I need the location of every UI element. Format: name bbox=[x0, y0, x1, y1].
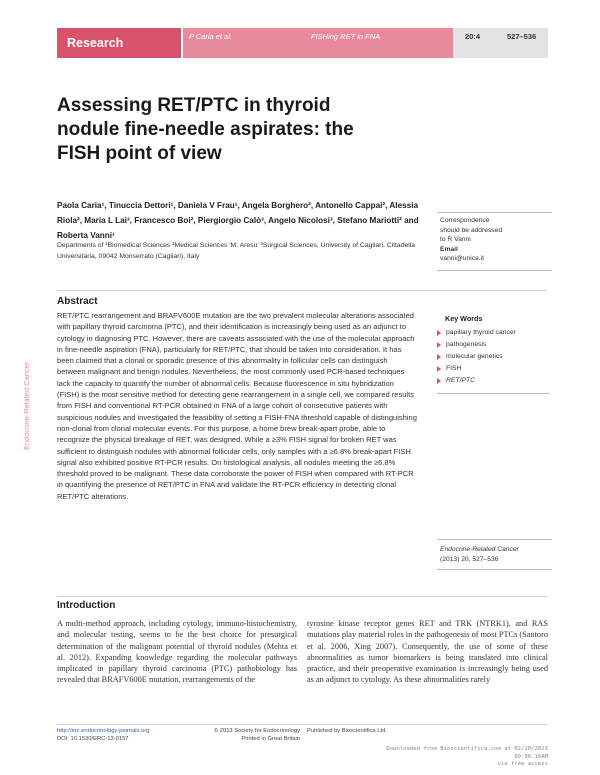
footer-middle bbox=[192, 727, 300, 743]
header-pages: 527–536 bbox=[507, 32, 537, 41]
affiliations: Departments of ¹Biomedical Sciences ²Medical Sciences 'M. Aresu' ³Surgical Sciences, University of Cagliari, Cittadella Universitaria, 09042 Monserrato (Cagliari), Italy bbox=[57, 242, 416, 260]
author-list: Paola Caria¹, Tinuccia Dettori¹, Daniela V Frau¹, Angela Borghero², Antonello Cappai², Alessia Riola², Maria L Lai³, Francesco Boi², Piergiorgio Calò³, Angelo Nicolosi³, Stefano Mariotti² and Roberta Vanni¹ bbox=[57, 201, 419, 240]
journal-url-link[interactable]: http://erc.endocrinology-journals.org bbox=[57, 728, 150, 734]
side-label-text: Endocrine-Related Cancer bbox=[22, 361, 31, 450]
intro-column-1: A multi-method approach, including cytology, immuno-histochemistry, and molecular testing, seems to be the best choice for presurgical determination of the malignant potential of thyroid nodules (Mehta et al. 2012). Expanding knowledge regarding the molecular pathways implicated in papillary thyroid carcinoma (PTC) pathobiology has revealed that BRAFV600E mutation, rearrangements of the bbox=[57, 619, 297, 685]
keyword-item: molecular genetics bbox=[437, 351, 549, 363]
divider bbox=[57, 290, 547, 291]
copyright-text: © 2013 Society for Endocrinology bbox=[213, 728, 300, 734]
journal-reference-box bbox=[437, 539, 552, 570]
keywords-box bbox=[437, 306, 549, 394]
printed-text: Printed in Great Britain bbox=[241, 736, 300, 742]
publisher-text: Published by Bioscientifica Ltd. bbox=[307, 728, 387, 734]
download-line1: Downloaded from Bioscientifica.com at 02/10/2023 09:06:16AM bbox=[386, 746, 548, 760]
intro-column-2: tyrosine kinase receptor genes RET and TRK (NTRK1), and RAS mutations play material roles in the pathogenesis of most PTCs (Santoro et al. 2006, Xing 2007). Consequently, the use of some of these abnormalities as tumor biomarkers is being translated into clinical practice, and their preoperative examination is increasingly being used as an adjunct to cytology. As these abnormalities rarely bbox=[307, 619, 548, 685]
journal-name: Endocrine-Related Cancer bbox=[440, 546, 519, 553]
download-line2: via free access bbox=[497, 761, 548, 767]
footer-left bbox=[57, 727, 149, 743]
divider bbox=[57, 596, 547, 597]
keyword-item: FISH bbox=[437, 363, 549, 375]
header-running-title: FISHing RET in FNA bbox=[311, 32, 381, 41]
header-volume: 20:4 bbox=[465, 32, 481, 41]
keywords-heading: Key Words bbox=[445, 314, 483, 323]
journal-citation: (2013) 20, 527–536 bbox=[440, 555, 499, 563]
email-label: Email bbox=[440, 245, 458, 253]
correspondence-box bbox=[437, 212, 552, 271]
footer-divider bbox=[57, 724, 547, 725]
header-authors: P Caria et al. bbox=[189, 32, 233, 41]
header-running-band bbox=[183, 28, 453, 58]
doi-text: DOI: 10.1530/ERC-13-0157 bbox=[57, 736, 129, 742]
keyword-item: pathogenesis bbox=[437, 339, 549, 351]
header-issue-band bbox=[453, 28, 548, 58]
side-journal-label bbox=[22, 350, 34, 450]
download-stamp bbox=[360, 746, 548, 769]
correspondence-line2: should be addressed bbox=[440, 226, 503, 234]
keyword-item: RET/PTC bbox=[437, 375, 549, 387]
article-title: Assessing RET/PTC in thyroid nodule fine-needle aspirates: the FISH point of view bbox=[57, 95, 354, 164]
correspondence-line1: Correspondence bbox=[440, 217, 490, 224]
abstract-heading: Abstract bbox=[57, 296, 98, 307]
introduction-heading: Introduction bbox=[57, 600, 116, 611]
section-label: Research bbox=[57, 28, 181, 58]
keyword-item: papillary thyroid cancer bbox=[437, 327, 549, 339]
abstract-text: RET/PTC rearrangement and BRAFV600E mutation are the two prevalent molecular alterations associated with papillary thyroid carcinoma (PTC), and their identification is increasingly being used as an adjunct to cytology in diagnosing PTC. However, there are caveats associated with the use of the molecular approach in fine-needle aspiration (FNA), particularly for RET/PTC, that should be taken into consideration. It has been claimed that a clonal or sporadic presence of this abnormality in follicular cells can distinguish between malignant and benign nodules. Nevertheless, the most commonly used PCR-based techniques lack the capacity to quantify the number of abnormal cells. Because fluorescence in situ hybridization (FISH) is the most sensitive method for detecting gene rearrangement in a single cell, we compared results from FISH and conventional RT-PCR obtained in FNA of a large cohort of consecutive patients with suspicious nodules and investigated the feasibility of setting a FISH-FNA threshold capable of distinguishing non-clonal from clonal molecular events. For this purpose, a home brew break-apart probe, able to recognize the physical breakage of RET, was designed. While a ≥3% FISH signal for broken RET was sufficient to distinguish nodules with abnormal follicular cells, only samples with a ≥6.8% break-apart FISH signal also exhibited positive RT-PCR results. On histological analysis, all nodules meeting the ≥6.8% threshold proved to be malignant. These data corroborate the power of FISH when compared with RT-PCR in quantifying the presence of RET/PTC in FNA and validate the RT-PCR efficiency in detecting clonal RET/PTC alterations. bbox=[57, 311, 417, 501]
correspondence-line3: to R Vanni bbox=[440, 236, 471, 243]
email-link[interactable]: vanni@unica.it bbox=[440, 255, 484, 262]
